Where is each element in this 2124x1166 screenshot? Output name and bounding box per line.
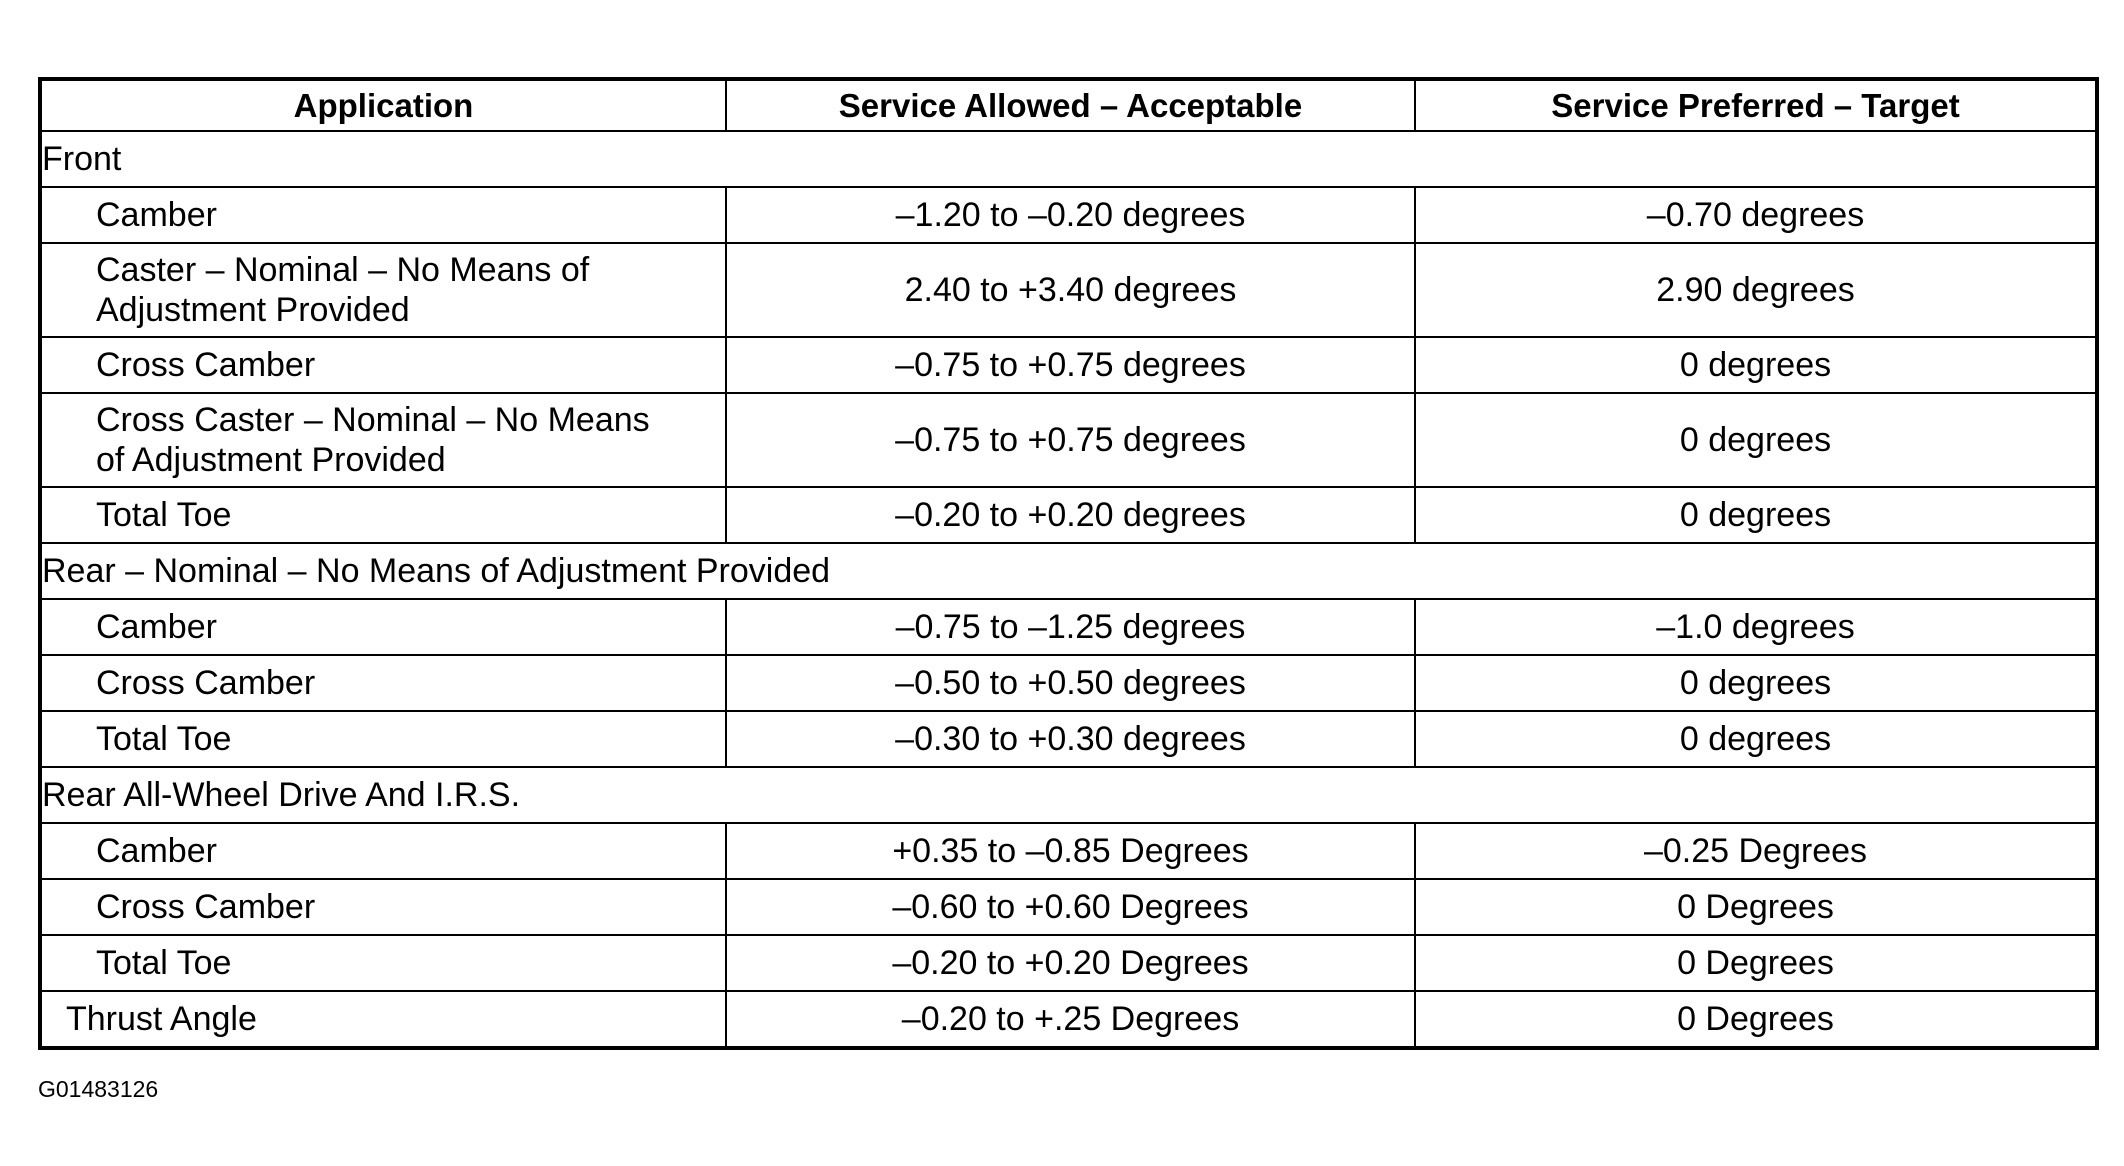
table-row [40,711,2097,767]
table-row [40,655,2097,711]
table-row-thrust-angle [40,991,2097,1048]
preferred-cell: 0 degrees [1415,337,2097,393]
section-title: Rear All-Wheel Drive And I.R.S. [40,767,2097,823]
allowed-cell: –0.75 to +0.75 degrees [726,393,1415,487]
table-row [40,337,2097,393]
allowed-cell: –1.20 to –0.20 degrees [726,187,1415,243]
figure-id: G01483126 [38,1076,159,1102]
header-service-preferred: Service Preferred – Target [1415,79,2097,131]
preferred-cell: –0.25 Degrees [1415,823,2097,879]
header-application: Application [40,79,726,131]
preferred-cell: 0 degrees [1415,487,2097,543]
preferred-cell: 0 Degrees [1415,991,2097,1048]
application-cell: Cross Camber [40,337,726,393]
section-title: Rear – Nominal – No Means of Adjustment Provided [40,543,2097,599]
table-row [40,187,2097,243]
preferred-cell: 0 Degrees [1415,935,2097,991]
header-row [40,79,2097,131]
allowed-cell: –0.75 to +0.75 degrees [726,337,1415,393]
allowed-cell: +0.35 to –0.85 Degrees [726,823,1415,879]
application-cell: Camber [40,599,726,655]
allowed-cell: –0.30 to +0.30 degrees [726,711,1415,767]
section-row-front [40,131,2097,187]
preferred-cell: 0 degrees [1415,711,2097,767]
preferred-cell: 0 Degrees [1415,879,2097,935]
table-row [40,243,2097,337]
application-cell: Total Toe [40,487,726,543]
preferred-cell: 0 degrees [1415,655,2097,711]
table-row [40,879,2097,935]
application-cell: Thrust Angle [40,991,726,1048]
preferred-cell: –0.70 degrees [1415,187,2097,243]
application-cell: Cross Camber [40,655,726,711]
application-cell: Cross Camber [40,879,726,935]
table-row [40,487,2097,543]
application-cell: Camber [40,823,726,879]
application-cell: Cross Caster – Nominal – No Means of Adjustment Provided [40,393,726,487]
application-cell: Total Toe [40,935,726,991]
allowed-cell: –0.20 to +0.20 Degrees [726,935,1415,991]
application-cell: Camber [40,187,726,243]
allowed-cell: –0.20 to +.25 Degrees [726,991,1415,1048]
table-row [40,599,2097,655]
preferred-cell: 2.90 degrees [1415,243,2097,337]
allowed-cell: –0.60 to +0.60 Degrees [726,879,1415,935]
allowed-cell: –0.20 to +0.20 degrees [726,487,1415,543]
allowed-cell: 2.40 to +3.40 degrees [726,243,1415,337]
preferred-cell: 0 degrees [1415,393,2097,487]
allowed-cell: –0.50 to +0.50 degrees [726,655,1415,711]
application-cell: Total Toe [40,711,726,767]
allowed-cell: –0.75 to –1.25 degrees [726,599,1415,655]
section-row-rear-awd [40,767,2097,823]
table-row [40,823,2097,879]
preferred-cell: –1.0 degrees [1415,599,2097,655]
section-title: Front [40,131,2097,187]
table-row [40,935,2097,991]
table-row [40,393,2097,487]
application-cell: Caster – Nominal – No Means of Adjustment Provided [40,243,726,337]
header-service-allowed: Service Allowed – Acceptable [726,79,1415,131]
section-row-rear-nominal [40,543,2097,599]
alignment-spec-table [38,77,2099,1050]
